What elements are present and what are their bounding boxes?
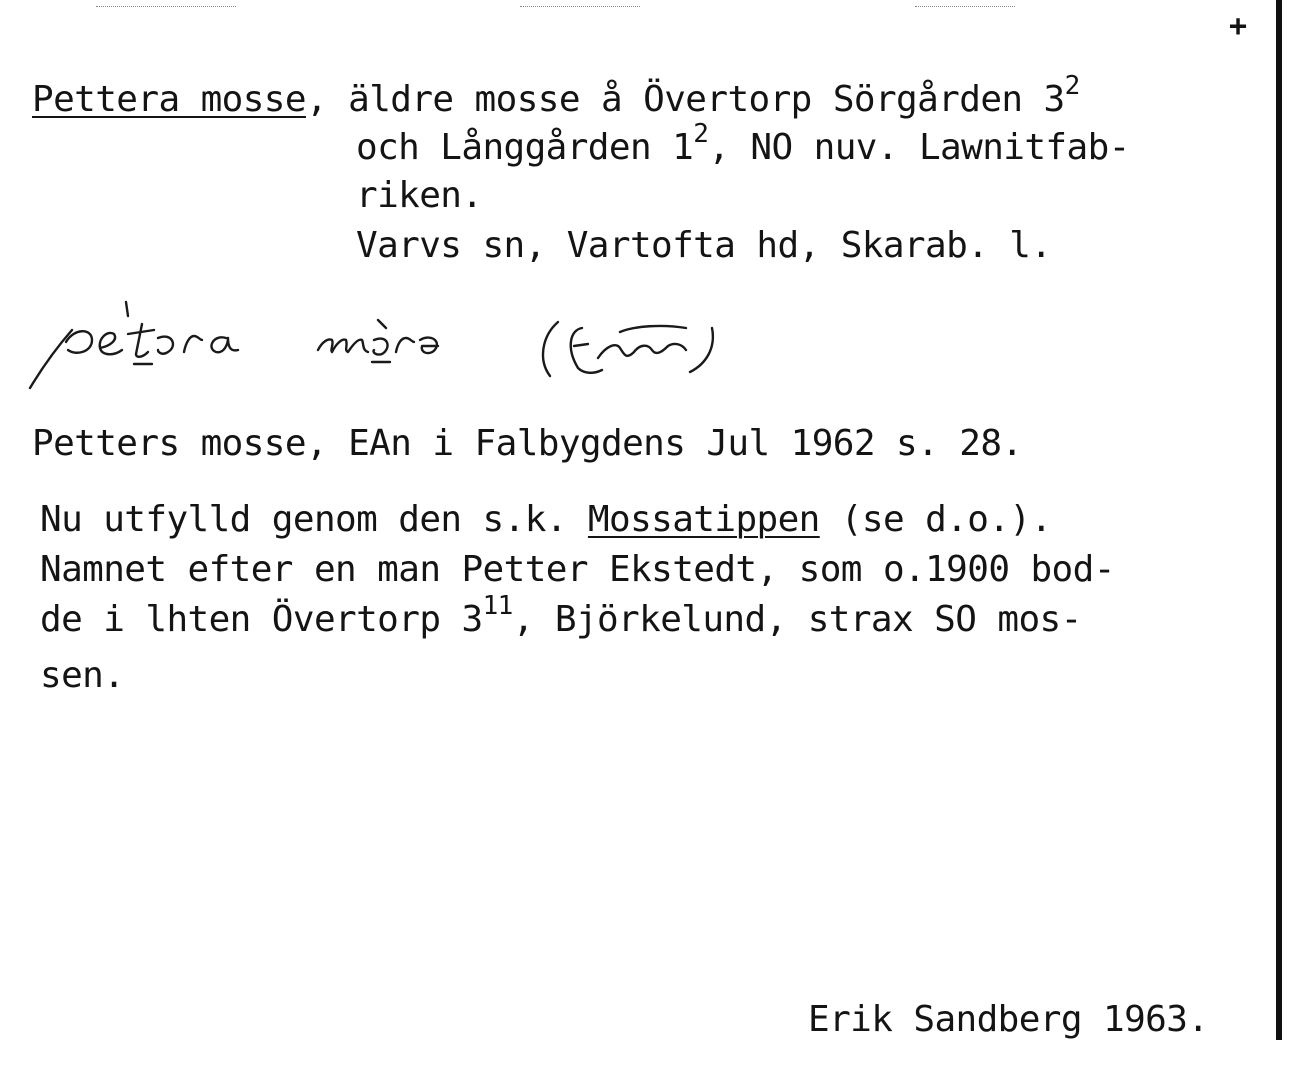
body-line-2: Namnet efter en man Petter Ekstedt, som o.1900 bod- bbox=[40, 549, 1115, 590]
superscript: 11 bbox=[482, 591, 513, 621]
entry-description: , äldre mosse å Övertorp Sörgården 3 bbox=[305, 79, 1065, 120]
card-edge-rule bbox=[1276, 0, 1282, 1040]
edge-specks bbox=[96, 6, 236, 8]
source-line: Petters mosse, EAn i Falbygdens Jul 1962 s. 28. bbox=[32, 423, 1023, 464]
entry-name: Pettera mosse bbox=[32, 79, 306, 120]
body-text: (se d.o.). bbox=[819, 499, 1052, 540]
body-line-1 bbox=[40, 496, 1052, 544]
header-text: , NO nuv. Lawnitfab- bbox=[708, 127, 1130, 168]
signature: Erik Sandberg 1963. bbox=[808, 999, 1209, 1040]
superscript: 2 bbox=[1064, 71, 1080, 101]
header-line-2 bbox=[356, 119, 1130, 172]
body-text: , Björkelund, strax SO mos- bbox=[512, 599, 1082, 640]
plus-mark: + bbox=[1229, 9, 1248, 44]
edge-specks bbox=[520, 6, 640, 8]
superscript: 2 bbox=[693, 119, 709, 149]
edge-specks bbox=[915, 6, 1015, 8]
header-line-3: riken. bbox=[356, 175, 483, 216]
parish-line: Varvs sn, Vartofta hd, Skarab. l. bbox=[356, 225, 1052, 266]
header-line-1 bbox=[32, 71, 1080, 124]
body-text: de i lhten Övertorp 3 bbox=[40, 599, 483, 640]
cross-reference: Mossatippen bbox=[587, 499, 820, 540]
header-text: och Långgården 1 bbox=[356, 127, 694, 168]
body-line-3 bbox=[40, 591, 1082, 644]
handwriting-drawing bbox=[22, 288, 742, 398]
handwritten-pronunciation bbox=[22, 288, 742, 402]
body-text: Nu utfylld genom den s.k. bbox=[40, 499, 588, 540]
body-line-4: sen. bbox=[40, 655, 125, 696]
